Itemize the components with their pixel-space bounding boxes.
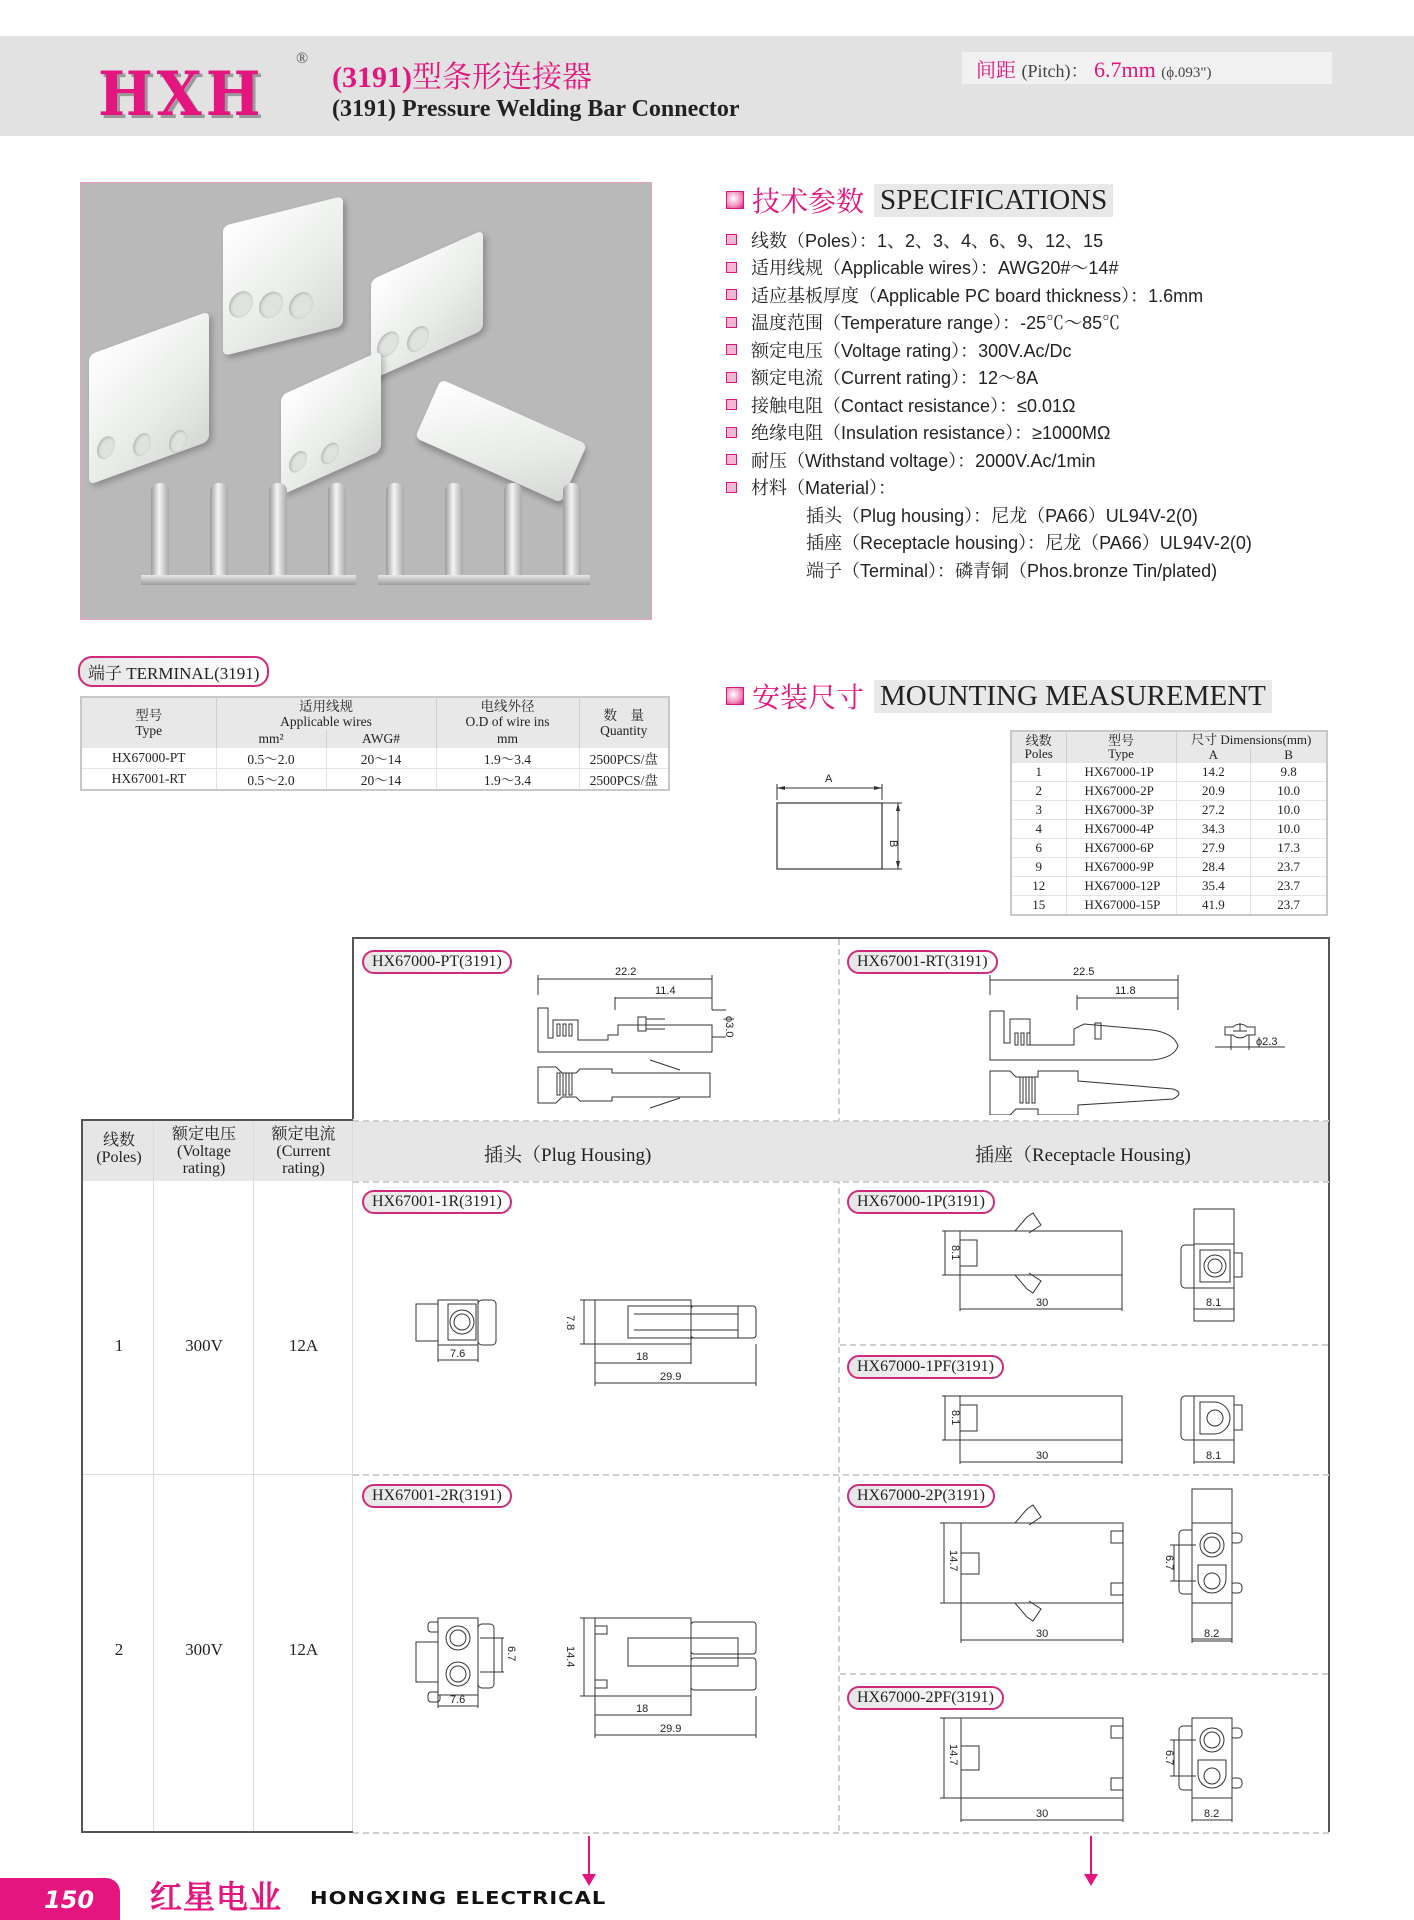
bullet-icon xyxy=(726,454,737,465)
spec-item-withstand: 耐压（Withstand voltage）：2000V.Ac/1min xyxy=(726,446,1252,474)
frame-right xyxy=(1328,937,1330,1832)
row1-voltage: 300V xyxy=(185,1336,223,1355)
receptacle-1p-drawing xyxy=(930,1195,1270,1340)
svg-text:22.2: 22.2 xyxy=(615,966,637,978)
title-series: (3191) xyxy=(332,61,412,94)
drawing-label-2pf: HX67000-2PF(3191) xyxy=(847,1686,1004,1710)
svg-text:8.2: 8.2 xyxy=(1204,1628,1220,1640)
svg-text:8.2: 8.2 xyxy=(1204,1808,1220,1820)
svg-text:18: 18 xyxy=(636,1703,649,1715)
svg-text:ϕ2.3: ϕ2.3 xyxy=(1256,1036,1278,1048)
svg-text:29.9: 29.9 xyxy=(660,1371,682,1383)
receptacle-1pf-drawing xyxy=(930,1380,1270,1470)
table-row: 3 HX67000-3P 27.2 10.0 xyxy=(1011,801,1327,820)
receptacle-2pf-drawing xyxy=(930,1712,1270,1827)
spec-item-voltage: 额定电压（Voltage rating）：300V.Ac/Dc xyxy=(726,336,1252,364)
material-receptacle: 插座（Receptacle housing）：尼龙（PA66）UL94V-2(0) xyxy=(806,533,1252,554)
row1-poles: 1 xyxy=(114,1336,124,1355)
svg-text:22.5: 22.5 xyxy=(1073,966,1095,978)
th-dimensions: 尺寸 Dimensions(mm) xyxy=(1176,731,1327,747)
drawing-label-pt: HX67000-PT(3191) xyxy=(362,950,512,974)
mounting-diagram xyxy=(760,770,920,890)
spec-item-wires: 适用线规（Applicable wires）：AWG20#～14# xyxy=(726,254,1252,282)
page-title-cn xyxy=(332,52,592,96)
svg-text:29.9: 29.9 xyxy=(660,1723,682,1735)
th-qty: 数 量 Quantity xyxy=(579,697,669,748)
pitch-label-en: (Pitch) xyxy=(1021,61,1071,81)
table-row: 1 HX67000-1P 14.2 9.8 xyxy=(1011,763,1327,782)
th-voltage: 额定电压 (Voltage rating) xyxy=(171,1126,236,1177)
drawing-label-1pf: HX67000-1PF(3191) xyxy=(847,1355,1004,1379)
svg-text:30: 30 xyxy=(1036,1450,1049,1462)
th-poles: 线数 Poles xyxy=(1011,731,1066,763)
housing-2p-receptacle xyxy=(371,230,483,380)
bullet-icon xyxy=(726,262,737,273)
table-row: 6 HX67000-6P 27.9 17.3 xyxy=(1011,839,1327,858)
table-row: HX67000-PT 0.5～2.0 20～14 1.9～3.4 2500PCS/盘 xyxy=(81,748,669,769)
th-a: A xyxy=(1176,747,1251,763)
product-photo xyxy=(80,182,652,620)
receptacle-2p-drawing xyxy=(930,1485,1270,1670)
row1-current: 12A xyxy=(288,1336,319,1355)
bullet-icon xyxy=(726,399,737,410)
registered-mark: ® xyxy=(296,50,309,67)
drawing-label-1p: HX67000-1P(3191) xyxy=(847,1190,995,1214)
material-plug: 插头（Plug housing）：尼龙（PA66）UL94V-2(0) xyxy=(806,505,1198,526)
frame-left xyxy=(81,1119,83,1833)
table-row: 12 HX67000-12P 35.4 23.7 xyxy=(1011,877,1327,896)
svg-text:8.1: 8.1 xyxy=(1206,1450,1222,1462)
bullet-icon xyxy=(726,427,737,438)
svg-text:14.7: 14.7 xyxy=(947,1744,959,1766)
svg-text:8.1: 8.1 xyxy=(949,1410,961,1426)
spec-item-current: 额定电流（Current rating）：12～8A xyxy=(726,364,1252,392)
bullet-icon xyxy=(726,234,737,245)
housing-6p xyxy=(223,196,343,356)
th-mm2: mm² xyxy=(216,730,326,748)
terminal-label: 端子 TERMINAL(3191) xyxy=(78,656,269,687)
dim-a: A xyxy=(825,773,833,785)
table-row: 9 HX67000-9P 28.4 23.7 xyxy=(1011,858,1327,877)
title-cn-text: 型条形连接器 xyxy=(411,60,592,95)
mounting-heading xyxy=(726,676,1272,716)
bullet-square-icon xyxy=(726,191,744,209)
th-awg: AWG# xyxy=(326,730,436,748)
spec-heading-cn: 技术参数 xyxy=(752,185,865,218)
th-poles: 线数 (Poles) xyxy=(96,1132,142,1166)
bullet-icon xyxy=(726,372,737,383)
pitch-value: 6.7mm xyxy=(1094,57,1156,82)
svg-text:30: 30 xyxy=(1036,1297,1049,1309)
plug-2r-drawing xyxy=(400,1610,780,1740)
terminal-rt-drawing xyxy=(985,965,1325,1115)
svg-text:11.8: 11.8 xyxy=(1115,985,1136,997)
pitch-badge xyxy=(962,52,1332,84)
continue-arrow-down-icon xyxy=(588,1836,590,1876)
th-plug-housing: 插头（Plug Housing) xyxy=(484,1145,652,1166)
spec-heading-en: SPECIFICATIONS xyxy=(874,184,1113,217)
svg-text:6.7: 6.7 xyxy=(1163,1750,1175,1766)
svg-text:6.7: 6.7 xyxy=(1163,1555,1175,1571)
spec-item-insulation: 绝缘电阻（Insulation resistance）：≥1000MΩ xyxy=(726,419,1252,447)
plug-1r-drawing xyxy=(400,1290,780,1390)
svg-text:30: 30 xyxy=(1036,1808,1049,1820)
bullet-icon xyxy=(726,289,737,300)
th-type: 型号 Type xyxy=(81,697,216,748)
table-row: 2 HX67000-2P 20.9 10.0 xyxy=(1011,782,1327,801)
housing-bar xyxy=(415,379,587,503)
title-en-series: (3191) xyxy=(332,96,396,122)
title-en-text: Pressure Welding Bar Connector xyxy=(401,96,740,122)
drawing-label-2p: HX67000-2P(3191) xyxy=(847,1484,995,1508)
dim-b: B xyxy=(887,840,899,848)
spec-item-contact-resistance: 接触电阻（Contact resistance）：≤0.01Ω xyxy=(726,391,1252,419)
spec-item-poles: 线数（Poles）：1、2、3、4、6、9、12、15 xyxy=(726,226,1252,254)
row2-voltage: 300V xyxy=(185,1640,223,1659)
terminal-pt-drawing xyxy=(530,965,750,1115)
brand-logo: HXH xyxy=(98,58,265,130)
row2-current: 12A xyxy=(288,1640,319,1659)
mounting-heading-cn: 安装尺寸 xyxy=(752,681,865,714)
drawing-label-2r: HX67001-2R(3191) xyxy=(362,1484,512,1508)
th-b: B xyxy=(1251,747,1327,763)
svg-text:6.7: 6.7 xyxy=(505,1646,517,1662)
table-row: 4 HX67000-4P 34.3 10.0 xyxy=(1011,820,1327,839)
spec-list xyxy=(726,226,1252,584)
bullet-icon xyxy=(726,344,737,355)
footer-brand-cn: 红星电业 xyxy=(150,1878,283,1916)
drawing-label-1r: HX67001-1R(3191) xyxy=(362,1190,512,1214)
th-od: 电线外径 O.D of wire ins xyxy=(436,697,579,730)
svg-text:7.6: 7.6 xyxy=(450,1348,466,1360)
frame-top xyxy=(352,937,1330,939)
page-number: 150 xyxy=(0,1878,120,1920)
svg-text:18: 18 xyxy=(636,1351,649,1363)
svg-text:7.6: 7.6 xyxy=(450,1694,466,1706)
drawing-label-rt: HX67001-RT(3191) xyxy=(847,950,998,974)
specifications-heading xyxy=(726,180,1113,220)
housing-2p-plug xyxy=(281,351,381,496)
table-row: 15 HX67000-15P 41.9 23.7 xyxy=(1011,896,1327,915)
svg-text:14.7: 14.7 xyxy=(947,1550,959,1572)
spec-item-board: 适应基板厚度（Applicable PC board thickness）：1.6mm xyxy=(726,281,1252,309)
mounting-heading-en: MOUNTING MEASUREMENT xyxy=(874,680,1272,713)
svg-text:ϕ3.0: ϕ3.0 xyxy=(723,1016,735,1038)
bullet-square-icon xyxy=(726,687,744,705)
row2-poles: 2 xyxy=(114,1640,124,1659)
terminal-strip xyxy=(378,575,590,585)
th-od-unit: mm xyxy=(436,730,579,748)
svg-text:30: 30 xyxy=(1036,1628,1049,1640)
th-type: 型号 Type xyxy=(1066,731,1176,763)
pitch-sep: ： xyxy=(1070,61,1089,81)
housing-3p-plug xyxy=(89,311,209,485)
frame-bottom xyxy=(81,1831,353,1833)
th-current: 额定电流 (Current rating) xyxy=(271,1126,336,1177)
svg-text:8.1: 8.1 xyxy=(1206,1297,1222,1309)
th-wires: 适用线规 Applicable wires xyxy=(216,697,436,730)
svg-text:8.1: 8.1 xyxy=(949,1245,961,1261)
terminal-table xyxy=(80,696,670,791)
svg-text:7.8: 7.8 xyxy=(564,1315,576,1331)
continue-arrow-down-icon xyxy=(1090,1836,1092,1876)
pitch-inch: (ϕ.093") xyxy=(1161,65,1212,81)
mounting-table xyxy=(1010,730,1328,916)
frame-left-upper xyxy=(352,937,354,1119)
pitch-label-cn: 间距 xyxy=(976,58,1016,82)
footer-brand-en: HONGXING ELECTRICAL xyxy=(310,1887,607,1909)
svg-text:11.4: 11.4 xyxy=(655,985,676,997)
terminal-strip xyxy=(141,575,356,585)
bullet-icon xyxy=(726,317,737,328)
spec-item-material: 材料（Material）： xyxy=(726,474,1252,502)
th-receptacle-housing: 插座（Receptacle Housing) xyxy=(975,1145,1191,1166)
bullet-icon xyxy=(726,482,737,493)
page-title-en xyxy=(332,96,740,123)
spec-item-temperature: 温度范围（Temperature range）：-25℃～85℃ xyxy=(726,309,1252,337)
svg-text:14.4: 14.4 xyxy=(564,1646,576,1668)
material-terminal: 端子（Terminal）：磷青铜（Phos.bronze Tin/plated) xyxy=(806,560,1218,581)
table-row: HX67001-RT 0.5～2.0 20～14 1.9～3.4 2500PCS/盘 xyxy=(81,769,669,791)
